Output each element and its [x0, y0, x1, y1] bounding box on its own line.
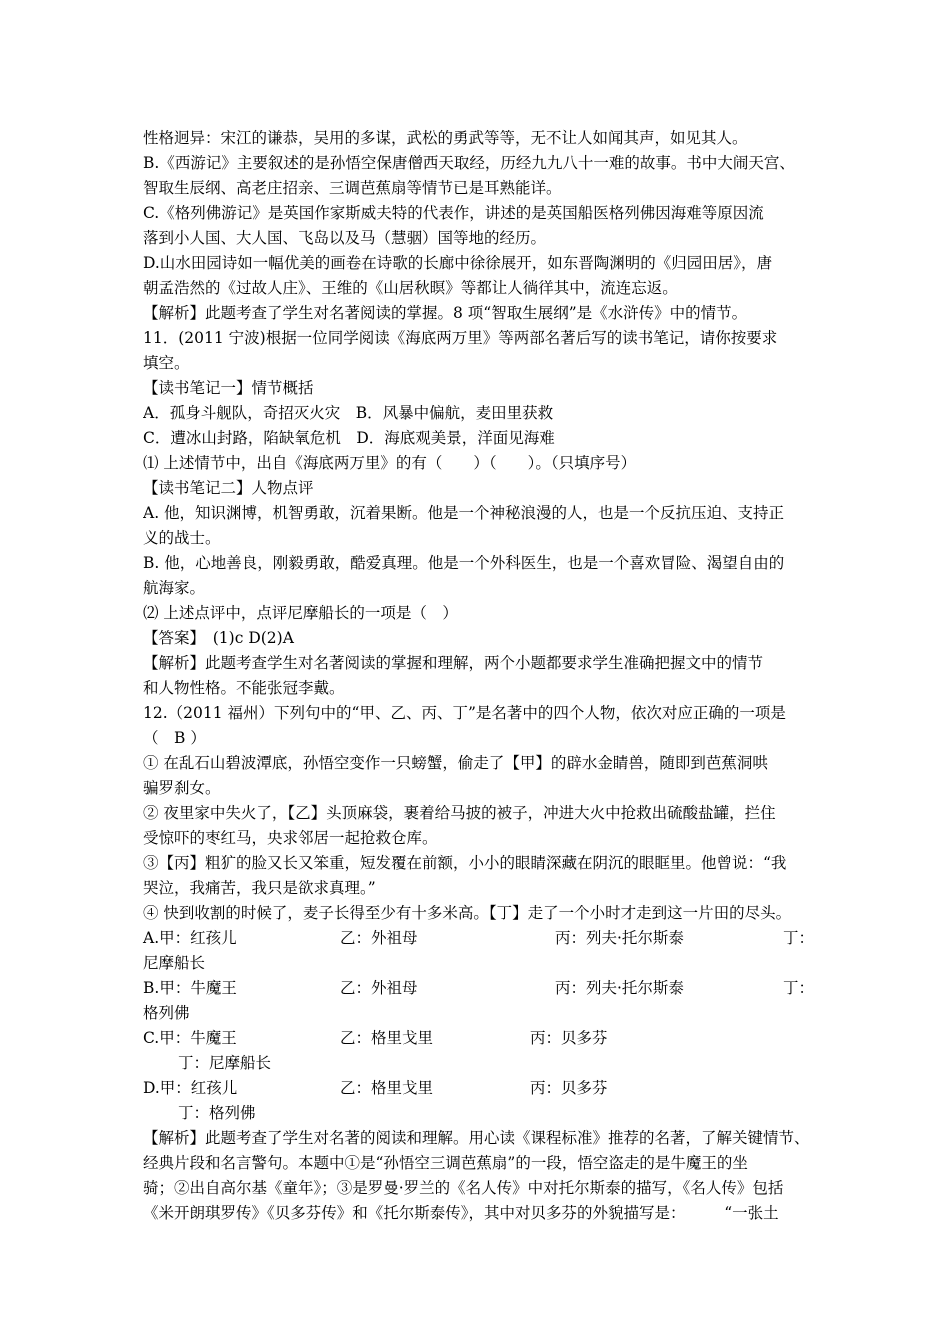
text-line: ⑴ 上述情节中，出自《海底两万里》的有（ ）（ ）。（只填序号）: [143, 454, 637, 472]
reading-note-heading: 【读书笔记一】情节概括: [143, 379, 314, 397]
text-line: （ B ）: [143, 729, 206, 747]
text-line: A. 他，知识渊博，机智勇敢，沉着果断。他是一个神秘浪漫的人，也是一个反抗压迫、支持正: [143, 504, 785, 522]
choice-a-ding: 丁：: [783, 929, 815, 947]
choice-d-yi: 乙：格里戈里: [340, 1079, 434, 1097]
text-line: C．遭冰山封路，陷缺氧危机 D．海底观美景，洋面见海难: [143, 429, 555, 447]
text-line: 【解析】此题考查了学生对名著阅读的掌握。8 项“智取生展纲”是《水浒传》中的情节。: [143, 304, 748, 322]
choice-b: B.甲：牛魔王: [143, 979, 237, 997]
text-line: B. 他，心地善良，刚毅勇敢，酷爱真理。他是一个外科医生，也是一个喜欢冒险、渴望自由的: [143, 554, 785, 572]
text-line: 哭泣，我痛苦，我只是欲求真理。”: [143, 879, 376, 897]
text-line: 智取生辰纲、高老庄招亲、三调芭蕉扇等情节已是耳熟能详。: [143, 179, 562, 197]
choice-b-ding-value: 格列佛: [143, 1004, 190, 1022]
choice-c-yi: 乙：格里戈里: [340, 1029, 434, 1047]
choice-c: C.甲：牛魔王: [143, 1029, 237, 1047]
text-line: 航海家。: [143, 579, 206, 597]
choice-a-bing: 丙：列夫·托尔斯泰: [555, 929, 684, 947]
question-11: 11．(2011 宁波)根据一位同学阅读《海底两万里》等两部名著后写的读书笔记，请你按要求: [143, 329, 778, 347]
choice-b-bing: 丙：列夫·托尔斯泰: [555, 979, 684, 997]
text-line: C.《格列佛游记》是英国作家斯威夫特的代表作，讲述的是英国船医格列佛因海难等原因流: [143, 204, 764, 222]
analysis-line: 经典片段和名言警句。本题中①是“孙悟空三调芭蕉扇”的一段，悟空盗走的是牛魔王的坐: [143, 1154, 748, 1172]
analysis-line: 【解析】此题考查了学生对名著的阅读和理解。用心读《课程标准》推荐的名著，了解关键情节、: [143, 1129, 810, 1147]
text-line: A．孤身斗舰队，奇招灭火灾 B．风暴中偏航，麦田里获救: [143, 404, 554, 422]
answer-line: 【答案】 (1)c D(2)A: [143, 629, 294, 647]
analysis-line: 《米开朗琪罗传》《贝多芬传》和《托尔斯泰传》，其中对贝多芬的外貌描写是： “一张土: [143, 1204, 779, 1222]
text-line: 受惊吓的枣红马，央求邻居一起抢救仓库。: [143, 829, 438, 847]
text-line: 和人物性格。不能张冠李戴。: [143, 679, 345, 697]
text-line: 义的战士。: [143, 529, 221, 547]
text-line: ④ 快到收割的时候了，麦子长得至少有十多米高。【丁】走了一个小时才走到这一片田的尽头。: [143, 904, 792, 922]
choice-a-ding-value: 尼摩船长: [143, 954, 206, 972]
choice-d-ding: 丁：格列佛: [178, 1104, 256, 1122]
text-line: 【解析】此题考查学生对名著阅读的掌握和理解，两个小题都要求学生准确把握文中的情节: [143, 654, 764, 672]
choice-a: A.甲：红孩儿: [143, 929, 237, 947]
text-line: 落到小人国、大人国、飞岛以及马（慧骃）国等地的经历。: [143, 229, 547, 247]
text-line: ② 夜里家中失火了，【乙】头顶麻袋，裹着给马披的被子，冲进大火中抢救出硫酸盐罐，拦住: [143, 804, 776, 822]
text-line: 骗罗刹女。: [143, 779, 221, 797]
choice-a-yi: 乙：外祖母: [340, 929, 418, 947]
choice-d: D.甲：红孩儿: [143, 1079, 238, 1097]
analysis-line: 骑；②出自高尔基《童年》；③是罗曼·罗兰的《名人传》中对托尔斯泰的描写，《名人传》包括: [143, 1179, 784, 1197]
choice-b-yi: 乙：外祖母: [340, 979, 418, 997]
text-line: 性格迥异：宋江的谦恭，吴用的多谋，武松的勇武等等，无不让人如闻其声，如见其人。: [143, 129, 748, 147]
text-line: ③【丙】粗犷的脸又长又笨重，短发覆在前额，小小的眼睛深藏在阴沉的眼眶里。他曾说：“我: [143, 854, 787, 872]
choice-d-bing: 丙：贝多芬: [530, 1079, 608, 1097]
text-line: 朝孟浩然的《过故人庄》、王维的《山居秋暝》等都让人徜徉其中，流连忘返。: [143, 279, 678, 297]
choice-b-ding: 丁：: [783, 979, 815, 997]
text-line: ⑵ 上述点评中，点评尼摩船长的一项是（ ）: [143, 604, 458, 622]
choice-c-ding: 丁：尼摩船长: [178, 1054, 272, 1072]
text-line: 填空。: [143, 354, 190, 372]
choice-c-bing: 丙：贝多芬: [530, 1029, 608, 1047]
text-line: B.《西游记》主要叙述的是孙悟空保唐僧西天取经，历经九九八十一难的故事。书中大闹天宫、: [143, 154, 795, 172]
text-line: D.山水田园诗如一幅优美的画卷在诗歌的长廊中徐徐展开，如东晋陶渊明的《归园田居》，唐: [143, 254, 773, 272]
reading-note-heading: 【读书笔记二】人物点评: [143, 479, 314, 497]
question-12: 12.（2011 福州）下列句中的“甲、乙、丙、丁”是名著中的四个人物，依次对应正确的一项是: [143, 704, 786, 722]
text-line: ① 在乱石山碧波潭底，孙悟空变作一只螃蟹，偷走了【甲】的辟水金睛兽，随即到芭蕉洞哄: [143, 754, 768, 772]
